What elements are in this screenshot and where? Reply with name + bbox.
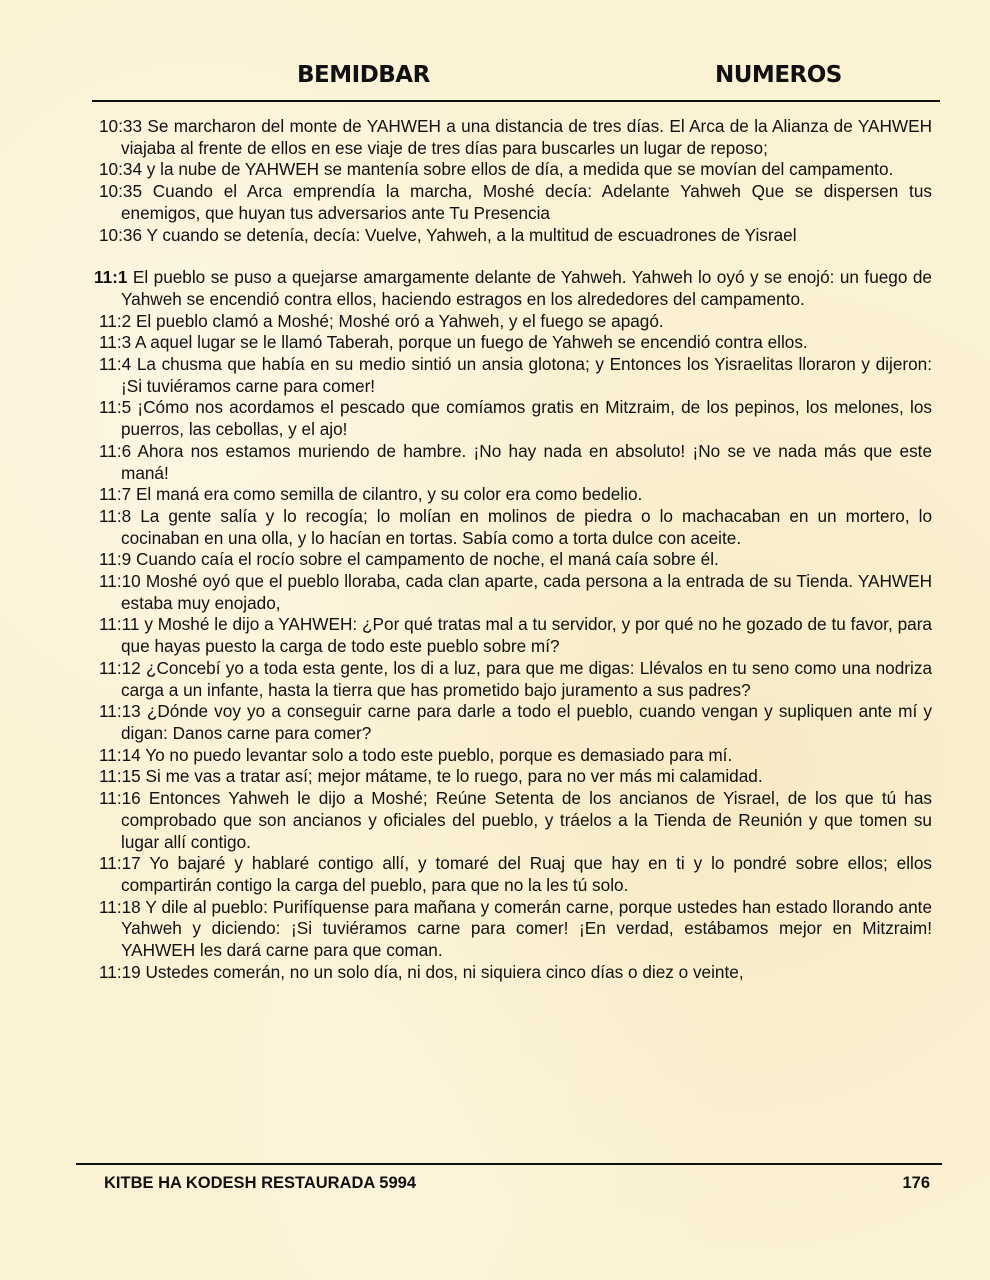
verse-text: y Moshé le dijo a YAHWEH: ¿Por qué tratas mal a tu servidor, y por qué no he gozado de tu favor, para que hayas puesto la carga de todo este pueblo sobre mí? (121, 614, 932, 657)
verse-number: 11:17 (99, 853, 141, 874)
chapter-verse-number: 11:1 (94, 267, 128, 288)
verse (94, 745, 932, 767)
verse-number: 11:3 (99, 332, 132, 353)
verse-text: y la nube de YAHWEH se mantenía sobre ellos de día, a medida que se movían del campamento. (146, 159, 894, 180)
verse (94, 571, 932, 614)
verse-text: El maná era como semilla de cilantro, y su color era como bedelio. (135, 484, 643, 505)
verse-text: Ahora nos estamos muriendo de hambre. ¡No hay nada en absoluto! ¡No se ve nada más que este maná! (121, 440, 933, 483)
verse-number: 11:8 (99, 505, 132, 526)
verse (94, 853, 932, 896)
verse (94, 701, 932, 744)
verse (94, 397, 932, 440)
verse-number: 11:12 (99, 657, 141, 678)
verse-number: 11:19 (99, 961, 141, 982)
verse-text: Entonces Yahweh le dijo a Moshé; Reúne Setenta de los ancianos de Yisrael, de los que tú has comprobado que son ancianos y oficiales del pueblo, y tráelos a la Tienda de Reunión y que tomen su lugar allí contigo. (121, 788, 932, 852)
verse-number: 11:14 (99, 744, 141, 765)
verse-number: 11:16 (99, 788, 141, 809)
verse-number: 11:7 (99, 484, 132, 505)
book-title-spanish: NUMEROS (715, 62, 842, 88)
verse-text: Cuando el Arca emprendía la marcha, Moshé decía: Adelante Yahweh Que se dispersen tus enemigos, que huyan tus adversarios ante Tu Presencia (121, 181, 932, 223)
verse-number: 11:10 (99, 571, 141, 592)
verse (94, 897, 932, 962)
verse-text: La chusma que había en su medio sintió un ansia glotona; y Entonces los Yisraelitas lloraron y dijeron: ¡Si tuviéramos carne para comer! (121, 354, 932, 396)
verse (94, 441, 932, 484)
verse (94, 116, 932, 159)
verse (94, 549, 932, 571)
verse (94, 788, 932, 853)
verse-number: 11:9 (99, 549, 132, 570)
verse (94, 311, 932, 333)
verse-text: Si me vas a tratar así; mejor mátame, te lo ruego, para no ver más mi calamidad. (145, 766, 763, 787)
verse (94, 354, 932, 397)
verse-text: ¿Concebí yo a toda esta gente, los di a luz, para que me digas: Llévalos en tu seno como una nodriza carga a un infante, hasta la tierra que has prometido bajo juramento a sus padres? (121, 657, 932, 700)
verse-text: La gente salía y lo recogía; lo molían en molinos de piedra o lo machacaban en un mortero, lo cocinaban en una olla, y lo hacían en tortas. Sabía como a torta dulce con aceite. (121, 505, 933, 548)
verse (94, 159, 932, 181)
verse-text: El pueblo clamó a Moshé; Moshé oró a Yahweh, y el fuego se apagó. (135, 310, 664, 331)
verse-number: 11:4 (99, 354, 132, 375)
verse-text: ¿Dónde voy yo a conseguir carne para darle a todo el pueblo, cuando vengan y supliquen ante mí y digan: Danos carne para comer? (121, 701, 932, 743)
verse-number: 11:15 (99, 766, 141, 787)
page-number: 176 (902, 1174, 930, 1192)
page-footer (76, 1163, 942, 1205)
verse-number: 11:2 (99, 310, 132, 331)
verse-number: 11:5 (99, 397, 132, 418)
verse-text: Ustedes comerán, no un solo día, ni dos, ni siquiera cinco días o diez o veinte, (145, 961, 744, 982)
page-header (92, 62, 940, 102)
verse-text: Yo bajaré y hablaré contigo allí, y tomaré del Ruaj que hay en ti y lo pondré sobre ellos; ellos compartirán contigo la carga del pueblo, para que no la les tú solo. (121, 853, 933, 895)
footer-title: KITBE HA KODESH RESTAURADA 5994 (104, 1174, 417, 1192)
verse (94, 225, 932, 247)
verse-text: Y dile al pueblo: Purifíquense para mañana y comerán carne, porque ustedes han estado llorando ante Yahweh y diciendo: ¡Si tuviéramos carne para comer! ¡En verdad, estábamos mejor en Mitzraim! YAHWEH les dará carne para que coman. (121, 896, 933, 961)
verse-text: Moshé oyó que el pueblo lloraba, cada clan aparte, cada persona a la entrada de su Tienda. YAHWEH estaba muy enojado, (121, 571, 932, 613)
verse-text: Y cuando se detenía, decía: Vuelve, Yahweh, a la multitud de escuadrones de Yisrael (146, 224, 797, 245)
verse-text: Yo no puedo levantar solo a todo este pueblo, porque es demasiado para mí. (145, 744, 733, 765)
verse (94, 181, 932, 224)
verse-text: ¡Cómo nos acordamos el pescado que comíamos gratis en Mitzraim, de los pepinos, los melones, los puerros, las cebollas, y el ajo! (121, 397, 933, 440)
verse-number: 11:11 (99, 614, 140, 635)
verse-number: 10:34 (99, 159, 143, 180)
verse-number: 10:36 (99, 224, 143, 245)
verse-text: Se marcharon del monte de YAHWEH a una distancia de tres días. El Arca de la Alianza de YAHWEH viajaba al frente de ellos en ese viaje de tres días para buscarles un lugar de reposo; (121, 116, 932, 158)
verse-number: 11:6 (99, 440, 132, 461)
verse (94, 614, 932, 657)
verse (94, 332, 932, 354)
chapter-start-verse (94, 267, 932, 310)
verse-text: A aquel lugar se le llamó Taberah, porque un fuego de Yahweh se encendió contra ellos. (135, 332, 808, 353)
verse-number: 11:13 (99, 701, 141, 722)
verse-number: 10:35 (99, 181, 143, 202)
book-title-hebrew: BEMIDBAR (297, 62, 430, 88)
verse-text: El pueblo se puso a quejarse amargamente delante de Yahweh. Yahweh lo oyó y se enojó: un fuego de Yahweh se encendió contra ellos, haciendo estragos en los alrededores del campamento. (121, 267, 932, 309)
verse (94, 962, 932, 984)
verse (94, 484, 932, 506)
verse-number: 10:33 (99, 116, 143, 136)
scripture-text (94, 116, 932, 983)
verse-text: Cuando caía el rocío sobre el campamento de noche, el maná caía sobre él. (135, 549, 719, 570)
verse (94, 506, 932, 549)
verse (94, 658, 932, 701)
verse-number: 11:18 (99, 896, 141, 917)
verse (94, 766, 932, 788)
